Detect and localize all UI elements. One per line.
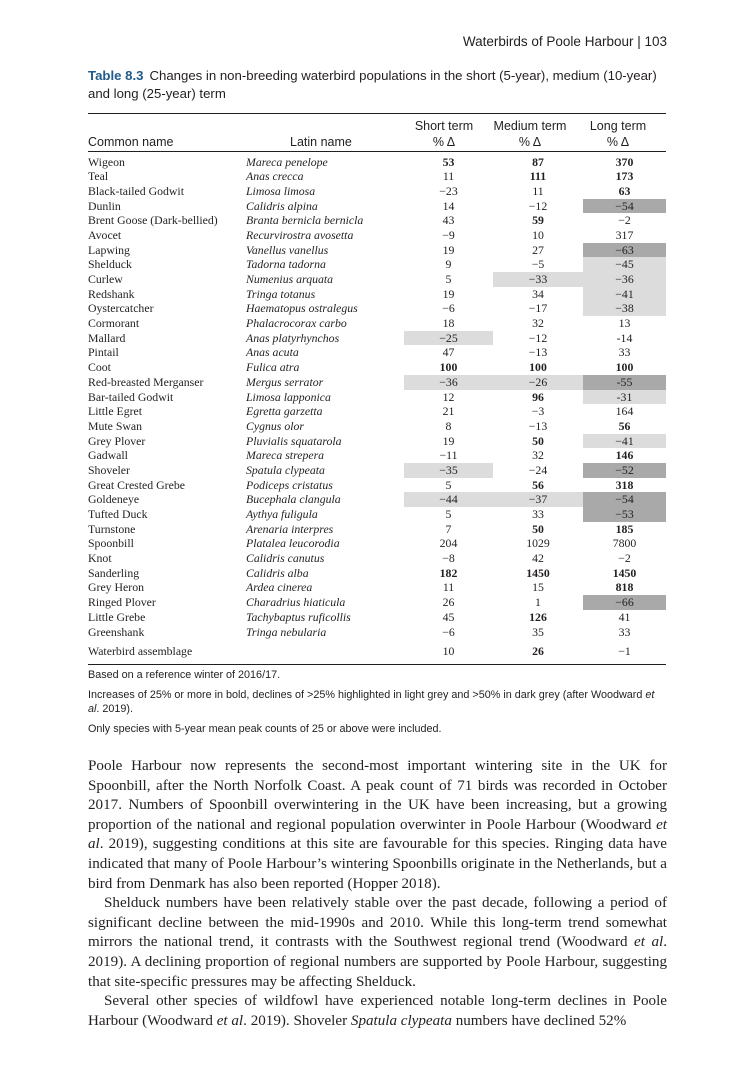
cell-short-term: 53 [442,154,455,169]
cell-long-term: 185 [615,521,634,536]
table-row [88,287,666,302]
table-row [88,243,666,258]
cell-common-name: Cormorant [88,316,140,331]
cell-medium-term: −33 [493,272,583,287]
cell-short-term: −6 [442,301,455,316]
cell-latin-name: Mareca strepera [246,448,325,463]
p3-etal: et al [216,1012,244,1029]
cell-medium-term: 56 [532,477,544,492]
note-legend-after: . 2019). [96,703,134,715]
note-legend [88,688,666,716]
header-short-term [399,118,489,150]
cell-long-term: −54 [583,199,666,214]
note-legend-etal: et al [88,689,655,715]
table-caption-text: Changes in non-breeding waterbird populations in the short (5-year), medium (10-year) and long (25-year) term [88,68,657,101]
header-medium-term [485,118,575,150]
cell-short-term: 182 [439,565,458,580]
cell-long-term: 318 [615,477,634,492]
cell-medium-term: 42 [532,551,544,566]
cell-latin-name: Tadorna tadorna [246,257,326,272]
cell-short-term: 9 [445,257,452,272]
cell-common-name: Coot [88,360,111,375]
cell-short-term: 19 [442,242,455,257]
table-row [88,404,666,419]
cell-short-term: 14 [442,198,455,213]
cell-long-term: −41 [583,434,666,449]
cell-latin-name: Pluvialis squatarola [246,433,342,448]
table-row [88,492,666,507]
cell-long-term: -55 [583,375,666,390]
cell-latin-name: Calidris alpina [246,198,318,213]
cell-latin-name: Limosa lapponica [246,389,331,404]
cell-common-name: Shoveler [88,462,130,477]
cell-short-term: 5 [445,507,452,521]
cell-common-name: Turnstone [88,521,136,536]
cell-medium-term: 32 [532,448,544,463]
cell-common-name: Red-breasted Merganser [88,374,204,389]
cell-common-name: Greenshank [88,624,145,639]
table-row [88,228,666,243]
cell-medium-term: 100 [529,360,547,375]
table-row [88,463,666,478]
body-text [88,757,667,1031]
cell-long-term: −53 [583,507,666,522]
cell-medium-term: −13 [528,345,548,360]
cell-medium-term: 50 [532,521,544,536]
cell-common-name: Curlew [88,272,123,286]
cell-long-term: −66 [583,595,666,610]
cell-medium-term: 87 [532,154,544,169]
cell-long-term: 818 [615,580,634,595]
cell-medium-term: 33 [532,507,544,521]
cell-common-name: Oystercatcher [88,301,154,316]
cell-medium-term: 34 [532,286,544,301]
cell-latin-name: Tringa totanus [246,286,316,301]
cell-short-term: 43 [442,213,455,228]
cell-short-term: 47 [442,345,455,360]
cell-latin-name: Phalacrocorax carbo [246,316,347,331]
cell-common-name: Little Grebe [88,609,146,624]
cell-long-term: 370 [615,154,634,169]
cell-latin-name: Branta bernicla bernicla [246,213,364,228]
cell-common-name: Ringed Plover [88,595,156,610]
cell-medium-term: −3 [531,404,545,419]
cell-long-term: −2 [618,213,631,228]
cell-short-term: 5 [445,477,452,492]
table-row [88,360,666,375]
cell-short-term: 45 [442,609,455,624]
cell-long-term: 100 [615,360,634,375]
p2-etal: et al [634,934,664,951]
cell-long-term: 33 [618,345,631,360]
cell-common-name: Mallard [88,330,126,345]
table-header-rule [88,151,666,152]
cell-latin-name: Arenaria interpres [246,521,334,536]
p2-text-a: Shelduck numbers have been relatively stable over the past decade, following a period of significant decline between the mid-1990s and 2010. While this long-term trend somewhat mirrors the national trend, it contrasts with the Southwest regional trend (Woodward [88,895,667,951]
cell-medium-term: −26 [493,375,583,390]
cell-common-name: Goldeneye [88,492,140,507]
header-long-term [573,118,663,150]
note-legend-before: Increases of 25% or more in bold, declines of >25% highlighted in light grey and >50% in dark grey (after Woodward [88,689,646,701]
table-row [88,580,666,595]
cell-common-name: Wigeon [88,154,125,169]
table-row [88,536,666,551]
cell-common-name: Little Egret [88,404,143,419]
cell-medium-term: −37 [493,492,583,507]
cell-latin-name: Spatula clypeata [246,462,325,477]
cell-short-term: −23 [439,183,458,198]
cell-short-term: −36 [404,375,493,390]
header-short-term-label: Short term [414,119,474,133]
cell-medium-term: 1029 [526,536,550,551]
p1-text-b: . 2019), suggesting conditions at this site are favourable for this species. Ringing data have indicated that many of Poole Harbour’s wintering Spoonbills originate in the Netherlands, but a bird from Denmark has also been reported (Hopper 2018). [88,836,667,892]
cell-latin-name: Recurvirostra avosetta [246,227,354,242]
header-latin-name: Latin name [290,135,352,149]
table-row [88,316,666,331]
cell-long-term: −2 [618,551,631,566]
table-row [88,551,666,566]
cell-common-name: Grey Plover [88,433,146,448]
cell-long-term: 56 [618,418,631,433]
cell-short-term: 7 [445,521,452,536]
cell-common-name: Tufted Duck [88,507,148,521]
table-label: Table 8.3 [88,68,144,83]
cell-short-term: 8 [445,418,452,433]
cell-long-term: 41 [618,609,631,624]
cell-latin-name: Mareca penelope [246,154,328,169]
table-row-assemblage [88,644,666,659]
p3-species: Spatula clypeata [350,1012,452,1029]
paragraph-shelduck [88,894,667,992]
cell-long-term: −41 [583,287,666,302]
cell-latin-name: Calidris alba [246,565,309,580]
cell-common-name: Dunlin [88,198,121,213]
running-head: Waterbirds of Poole Harbour | 103 [462,34,667,49]
cell-long-term: −54 [583,492,666,507]
cell-latin-name: Vanellus vanellus [246,242,329,257]
cell-long-term: 317 [615,227,634,242]
cell-common-name: Lapwing [88,242,130,257]
p3-text-b: . 2019). Shoveler [243,1012,351,1029]
table-row [88,390,666,405]
cell-long-term: 146 [615,448,634,463]
cell-latin-name: Fulica atra [246,360,300,375]
cell-medium-term: −24 [528,462,548,477]
cell-latin-name: Limosa limosa [246,183,316,198]
p1-text-a: Poole Harbour now represents the second-most important wintering site in the UK for Spoonbill, after the North Norfolk Coast. A peak count of 71 birds was recorded in October 2017. Numbers of Spoonbill overwintering in the UK have been increasing, but a growing proportion of the national and regional population overwinter in Poole Harbour (Woodward [88,758,667,833]
cell-common-name: Redshank [88,286,135,301]
header-medium-term-label: Medium term [493,119,567,133]
cell-short-term: 5 [445,272,452,286]
table-body [88,155,666,640]
table-row [88,331,666,346]
p2-text-b: . 2019). A declining proportion of regional numbers are supported by Poole Harbour, suggesting that site-specific pressures may be affecting Shelduck. [88,934,667,990]
cell-latin-name: Anas platyrhynchos [246,330,340,345]
cell-common-name: Brent Goose (Dark-bellied) [88,213,218,228]
cell-common-name: Pintail [88,345,119,360]
cell-latin-name: Charadrius hiaticula [246,595,346,610]
cell-common-name: Mute Swan [88,418,143,433]
cell-short-term: −8 [442,551,455,566]
table-row [88,625,666,640]
cell-latin-name: Aythya fuligula [246,507,318,521]
cell-short-term: −44 [404,492,493,507]
cell-short-term: 26 [442,595,455,610]
cell-medium-term: 96 [532,389,544,404]
cell-medium-term: −12 [528,330,548,345]
cell-long-term: −63 [583,243,666,258]
p3-text-c: numbers have declined 52% [451,1012,627,1029]
cell-latin-name: Haematopus ostralegus [246,301,358,316]
cell-common-name: Gadwall [88,448,128,463]
table-row [88,566,666,581]
cell-short-term: 18 [442,316,455,331]
cell-long-term: -14 [616,330,633,345]
cell-common-name: Spoonbill [88,536,134,551]
cell-short-term: −11 [439,448,458,463]
cell-common-name: Grey Heron [88,580,145,595]
cell-common-name: Avocet [88,227,122,242]
cell-long-term: 173 [615,169,634,184]
table-row [88,419,666,434]
paragraph-spoonbill [88,757,667,894]
table-row [88,301,666,316]
table-row [88,610,666,625]
table-row [88,345,666,360]
cell-common-name: Teal [88,169,109,184]
header-short-term-unit: % Δ [432,135,456,149]
cell-common-name: Bar-tailed Godwit [88,389,174,404]
table-row [88,257,666,272]
cell-short-term: −35 [404,463,493,478]
cell-latin-name: Platalea leucorodia [246,536,340,551]
table-row [88,213,666,228]
cell-short-term: 204 [439,536,458,551]
cell-short-term: −6 [442,624,455,639]
cell-short-term: −25 [404,331,493,346]
cell-latin-name: Calidris canutus [246,551,325,566]
note-inclusion: Only species with 5-year mean peak counts of 25 or above were included. [88,723,442,735]
header-medium-term-unit: % Δ [518,135,542,149]
assemblage-medium: 26 [532,644,544,658]
cell-medium-term: 15 [532,580,544,595]
cell-long-term: 1450 [612,565,637,580]
cell-common-name: Great Crested Grebe [88,477,185,492]
header-common-name: Common name [88,135,174,149]
cell-short-term: 19 [442,433,455,448]
cell-long-term: 13 [618,316,631,331]
table-row [88,522,666,537]
cell-long-term: 63 [618,183,631,198]
cell-long-term: -31 [583,390,666,405]
table-row [88,169,666,184]
cell-medium-term: −17 [528,301,548,316]
cell-latin-name: Bucephala clangula [246,492,341,507]
cell-short-term: 12 [442,389,455,404]
table-row [88,434,666,449]
table-row [88,375,666,390]
cell-latin-name: Cygnus olor [246,418,305,433]
cell-latin-name: Ardea cinerea [246,580,313,595]
cell-latin-name: Mergus serrator [246,374,324,389]
cell-common-name: Sanderling [88,565,140,580]
cell-medium-term: 59 [532,213,544,228]
cell-medium-term: 10 [532,227,544,242]
assemblage-name: Waterbird assemblage [88,644,193,658]
cell-short-term: 100 [439,360,458,375]
cell-medium-term: −5 [531,257,545,272]
cell-latin-name: Anas crecca [246,169,304,184]
cell-short-term: 11 [442,580,455,595]
cell-medium-term: 27 [532,242,544,257]
table-caption [88,67,668,103]
cell-medium-term: 35 [532,624,544,639]
cell-latin-name: Egretta garzetta [246,404,323,419]
cell-long-term: 164 [615,404,634,419]
table-row [88,595,666,610]
cell-long-term: 7800 [612,536,637,551]
cell-short-term: −9 [442,227,455,242]
cell-long-term: −45 [583,257,666,272]
header-long-term-label: Long term [589,119,647,133]
cell-medium-term: 11 [532,183,544,198]
cell-medium-term: 1 [535,595,541,610]
cell-latin-name: Podiceps cristatus [246,477,333,492]
table-bottom-rule [88,664,666,665]
header-long-term-unit: % Δ [606,135,630,149]
cell-latin-name: Tringa nebularia [246,624,327,639]
cell-short-term: 11 [442,169,455,184]
cell-common-name: Knot [88,551,112,566]
table-notes [88,668,666,742]
cell-long-term: −38 [583,301,666,316]
assemblage-long: −1 [618,644,631,658]
cell-medium-term: 50 [532,433,544,448]
p1-etal: et al [88,816,667,853]
table-row [88,448,666,463]
table-row [88,507,666,522]
note-reference: Based on a reference winter of 2016/17. [88,669,281,681]
table-row [88,184,666,199]
cell-latin-name: Anas acuta [246,345,299,360]
cell-common-name: Shelduck [88,257,132,272]
table-top-rule [88,113,666,114]
cell-medium-term: −12 [528,198,548,213]
cell-latin-name: Tachybaptus ruficollis [246,609,351,624]
assemblage-short: 10 [442,644,455,658]
cell-common-name: Black-tailed Godwit [88,183,184,198]
cell-latin-name: Numenius arquata [246,272,334,286]
table-row [88,478,666,493]
cell-medium-term: 126 [529,609,547,624]
cell-medium-term: 111 [529,169,547,184]
paragraph-wildfowl [88,992,667,1031]
cell-long-term: −52 [583,463,666,478]
p3-text-a: Several other species of wildfowl have experienced notable long-term declines in Poole Harbour (Woodward [88,993,667,1029]
cell-medium-term: 1450 [526,565,550,580]
table-row [88,272,666,287]
cell-short-term: 21 [442,404,455,419]
table-row [88,155,666,170]
table-row [88,199,666,214]
cell-medium-term: −13 [528,418,548,433]
cell-short-term: 19 [442,286,455,301]
cell-long-term: 33 [618,624,631,639]
cell-long-term: −36 [583,272,666,287]
cell-medium-term: 32 [532,316,544,331]
